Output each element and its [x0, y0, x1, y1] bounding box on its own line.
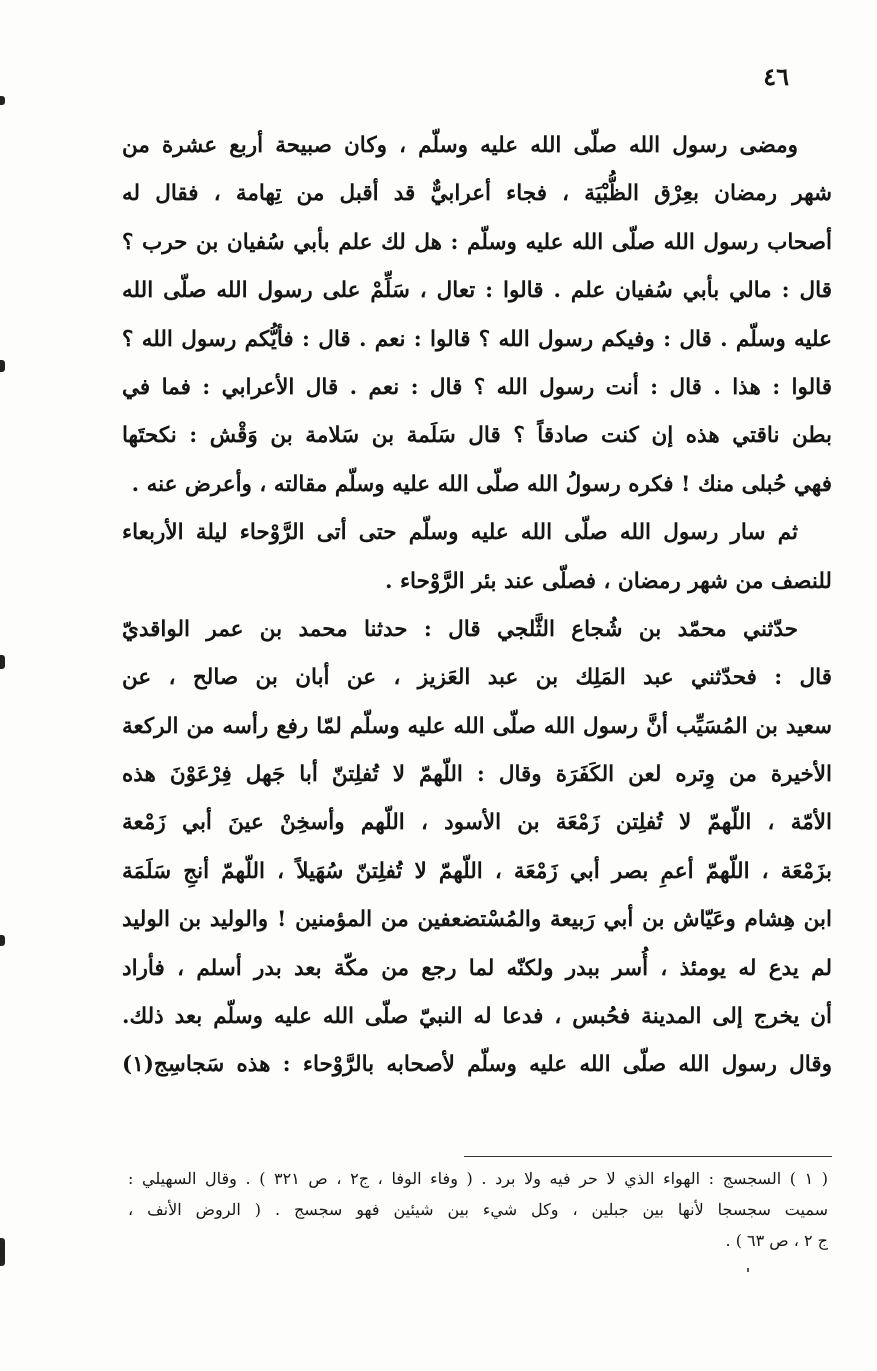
text-line: أصحاب رسول الله صلّى الله عليه وسلّم : هل لك علم بأبي سُفيان بن حرب ؟ — [122, 229, 832, 255]
scan-speck — [747, 1268, 749, 1272]
scan-edge-mark — [0, 935, 5, 946]
text-line: قال : فحدّثني عبد المَلِك بن عبد العَزيز ، عن أبان بن صالح ، عن — [122, 665, 832, 691]
scan-edge-mark — [0, 655, 5, 669]
page-number: ٤٦ — [763, 62, 789, 91]
text-line: ابن هِشام وعَيّاش بن أبي رَبيعة والمُسْتضعفين من المؤمنين ! والوليد بن الوليد — [122, 907, 832, 933]
text-line: وقال رسول الله صلّى الله عليه وسلّم لأصحابه بالرَّوْحاء : هذه سَجاسِج(١) — [122, 1052, 832, 1078]
text-line: ومضى رسول الله صلّى الله عليه وسلّم ، وكان صبيحة أربع عشرة من — [122, 133, 798, 158]
text-line: عليه وسلّم . قال : وفيكم رسول الله ؟ قالوا : نعم . قال : فأيُّكم رسول الله ؟ — [122, 326, 832, 352]
text-line: أن يخرج إلى المدينة فحُبس ، فدعا له النبيّ صلّى الله عليه وسلّم بعد ذلك. — [122, 1004, 832, 1030]
text-line: ثم سار رسول الله صلّى الله عليه وسلّم حتى أتى الرَّوْحاء ليلة الأربعاء — [122, 520, 798, 546]
text-line: الأخيرة من وِتره لعن الكَفَرَة وقال : اللّهمّ لا تُفلِتنّ أبا جَهل فِرْعَوْنَ هذه — [122, 762, 832, 788]
text-line: بطن ناقتي هذه إن كنت صادقاً ؟ قال سَلَمة بن سَلامة بن وَقْش : نكحتَها — [122, 423, 832, 449]
scan-edge-mark — [0, 1238, 5, 1266]
text-line: سعيد بن المُسَيِّب أنَّ رسول الله صلّى الله عليه وسلّم لمّا رفع رأسه من الركعة — [122, 713, 832, 739]
scan-edge-mark — [0, 96, 5, 105]
footnote-line: ج ٢ ، ص ٦٣ ) . — [725, 1231, 828, 1250]
footnote-separator — [464, 1156, 832, 1157]
text-line: لم يدع له يومئذ ، أُسر ببدر ولكنّه لما رجع من مكّة بعد بدر أسلم ، فأراد — [122, 955, 832, 981]
text-line: الأمّة ، اللّهمّ لا تُفلِتن زَمْعَة بن الأسود ، اللّهم وأسخِنْ عينَ أبي زَمْعة — [122, 810, 832, 836]
text-line: حدّثني محمّد بن شُجاع الثَّلجي قال : حدثنا محمد بن عمر الواقديّ — [122, 616, 798, 642]
text-line: للنصف من شهر رمضان ، فصلّى عند بئر الرَّوْحاء . — [384, 568, 832, 594]
text-line: قال : مالي بأبي سُفيان علم . قالوا : تعال ، سَلِّمْ على رسول الله صلّى الله — [122, 278, 832, 304]
footnote-line: ( ١ ) السجسج : الهواء الذي لا حر فيه ولا برد . ( وفاء الوفا ، ج٢ ، ص ٣٢١ ) . وقال السهيلي : — [128, 1169, 828, 1188]
text-line: شهر رمضان بعِرْق الظُّبْيَة ، فجاء أعرابيٌّ قد أقبل من تِهامة ، فقال له — [122, 181, 832, 207]
main-text — [122, 122, 832, 1090]
text-line: بزَمْعَة ، اللّهمّ أعمِ بصر أبي زَمْعَة ، اللّهمّ لا تُفلِتنّ سُهَيلاً ، اللّهمّ أنجِ سَلَمَة — [122, 858, 832, 884]
text-line: فهي حُبلى منك ! فكره رسولُ الله صلّى الله عليه وسلّم مقالته ، وأعرض عنه . — [131, 471, 832, 497]
text-line: قالوا : هذا . قال : أنت رسول الله ؟ قال : نعم . قال الأعرابي : فما في — [122, 374, 832, 400]
footnotes — [128, 1163, 828, 1256]
scan-edge-mark — [0, 360, 5, 372]
footnote-line: سميت سجسجا لأنها بين جبلين ، وكل شيء بين شيئين فهو سجسج . ( الروض الأنف ، — [128, 1200, 828, 1219]
